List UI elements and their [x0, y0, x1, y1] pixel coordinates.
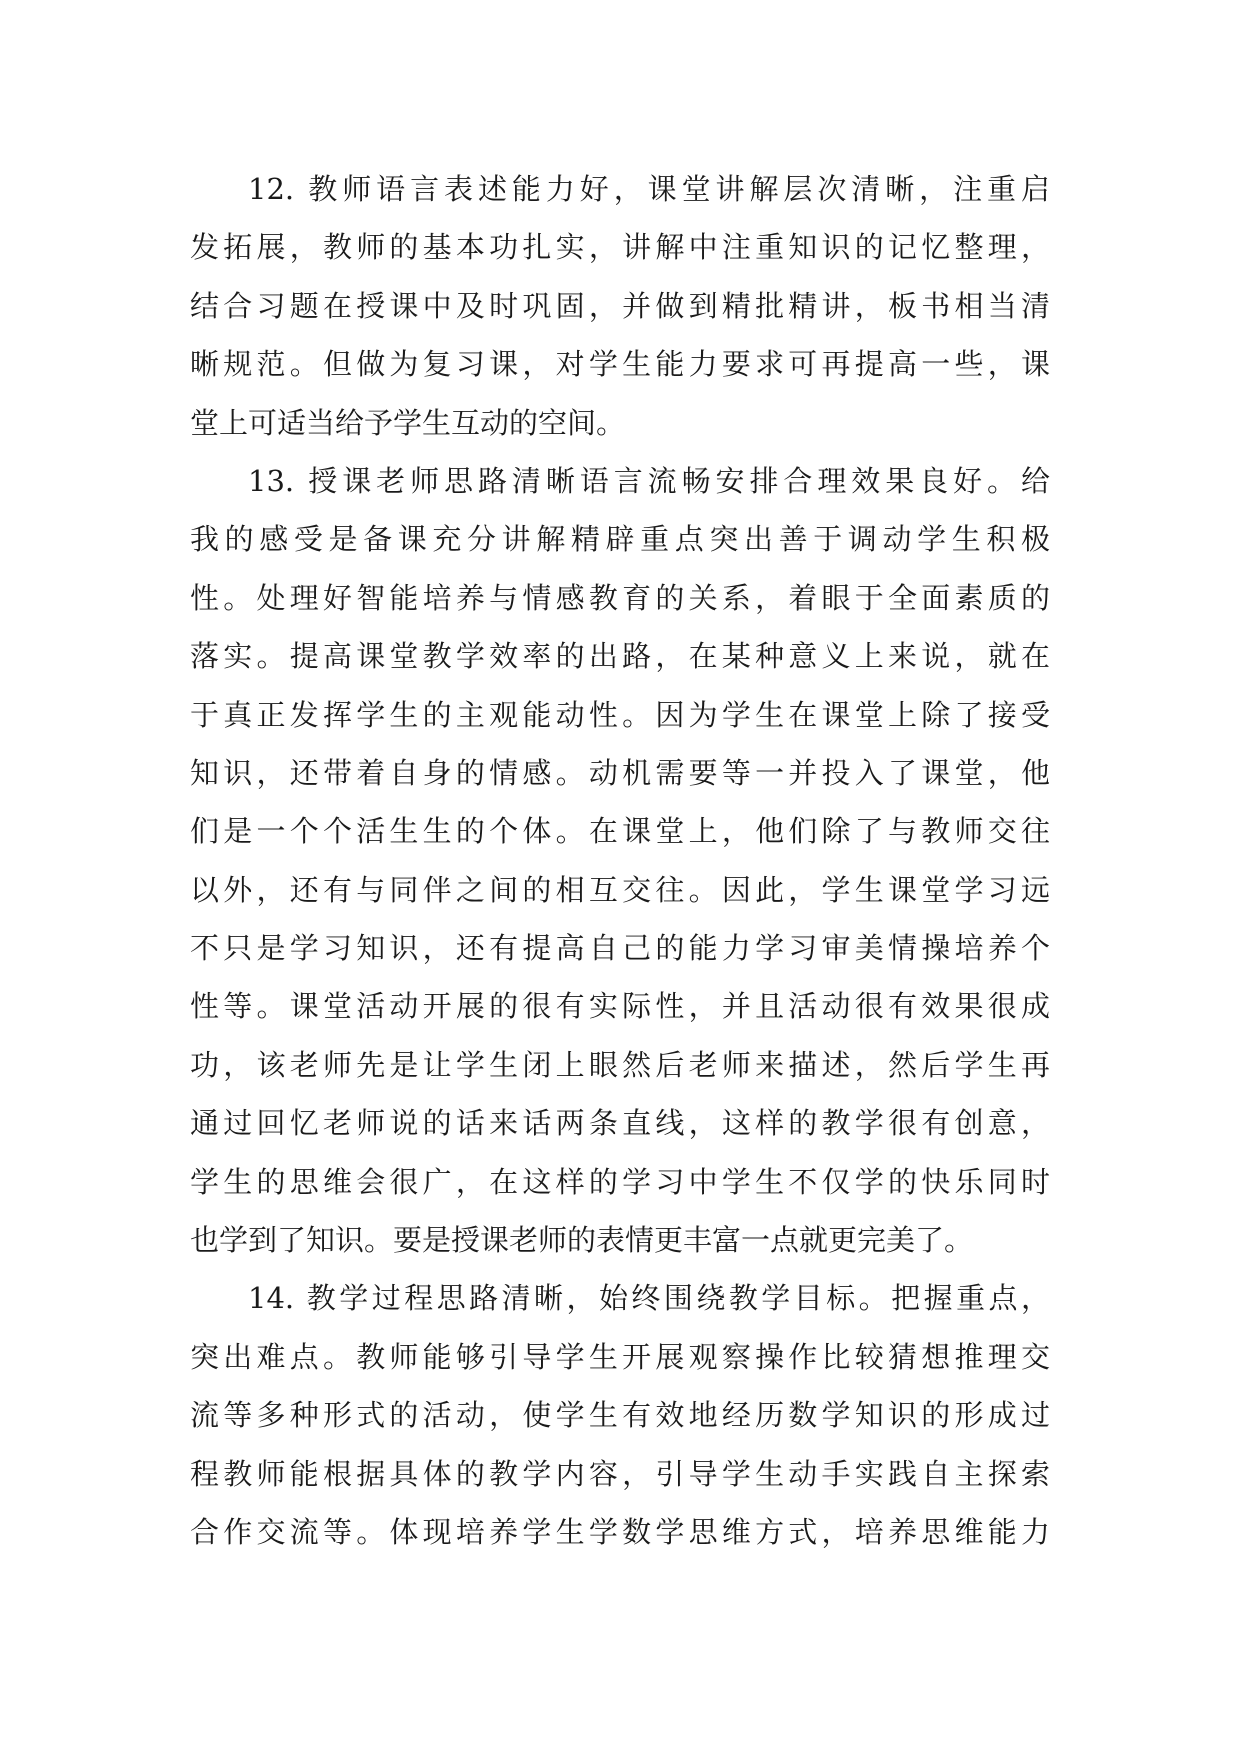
paragraph-line: 不只是学习知识，还有提高自己的能力学习审美情操培养个 [190, 931, 1050, 966]
paragraph-12 [190, 160, 1050, 452]
paragraph-line: 合作交流等。体现培养学生学数学思维方式，培养思维能力 [190, 1514, 1050, 1549]
paragraph-line: 性等。课堂活动开展的很有实际性，并且活动很有效果很成 [190, 989, 1050, 1024]
paragraph-line: 学生的思维会很广，在这样的学习中学生不仅学的快乐同时 [190, 1164, 1050, 1199]
paragraph-line: 也学到了知识。要是授课老师的表情更丰富一点就更完美了。 [190, 1223, 974, 1258]
paragraph-line: 晰规范。但做为复习课，对学生能力要求可再提高一些，课 [190, 347, 1050, 382]
paragraph-14 [190, 1269, 1050, 1561]
paragraph-line: 知识，还带着自身的情感。动机需要等一并投入了课堂，他 [190, 755, 1050, 790]
paragraph-line: 突出难点。教师能够引导学生开展观察操作比较猜想推理交 [190, 1339, 1050, 1374]
paragraph-line: 12. 教师语言表述能力好，课堂讲解层次清晰，注重启 [248, 172, 1050, 206]
paragraph-line: 通过回忆老师说的话来话两条直线，这样的教学很有创意， [190, 1106, 1050, 1141]
paragraph-line: 以外，还有与同伴之间的相互交往。因此，学生课堂学习远 [190, 872, 1050, 907]
document-page [190, 160, 1050, 1561]
paragraph-line: 性。处理好智能培养与情感教育的关系，着眼于全面素质的 [190, 580, 1050, 615]
paragraph-line: 14. 教学过程思路清晰，始终围绕教学目标。把握重点， [248, 1281, 1050, 1316]
paragraph-line: 我的感受是备课充分讲解精辟重点突出善于调动学生积极 [190, 522, 1050, 557]
paragraph-line: 于真正发挥学生的主观能动性。因为学生在课堂上除了接受 [190, 697, 1050, 732]
paragraph-line: 发拓展，教师的基本功扎实，讲解中注重知识的记忆整理， [190, 230, 1050, 265]
paragraph-line: 落实。提高课堂教学效率的出路，在某种意义上来说，就在 [190, 639, 1050, 674]
paragraph-line: 流等多种形式的活动，使学生有效地经历数学知识的形成过 [190, 1398, 1050, 1433]
paragraph-line: 堂上可适当给予学生互动的空间。 [190, 405, 626, 440]
paragraph-line: 13. 授课老师思路清晰语言流畅安排合理效果良好。给 [248, 463, 1050, 498]
paragraph-13 [190, 452, 1050, 1269]
paragraph-line: 程教师能根据具体的教学内容，引导学生动手实践自主探索 [190, 1456, 1050, 1491]
paragraph-line: 功，该老师先是让学生闭上眼然后老师来描述，然后学生再 [190, 1047, 1050, 1082]
paragraph-line: 结合习题在授课中及时巩固，并做到精批精讲，板书相当清 [190, 288, 1050, 323]
paragraph-line: 们是一个个活生生的个体。在课堂上，他们除了与教师交往 [190, 814, 1050, 849]
